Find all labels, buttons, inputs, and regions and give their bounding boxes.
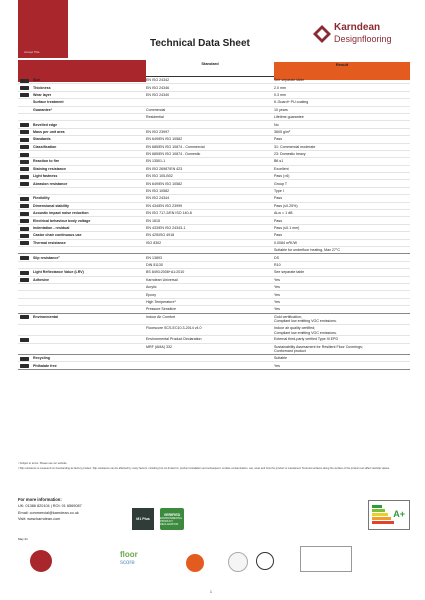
m1-badge: M1 Plus: [132, 508, 154, 530]
cert-seal-icon: [186, 554, 204, 572]
standard-cell: Indoor Air Comfort: [146, 314, 176, 319]
table-header: [18, 60, 410, 77]
property-icon: [18, 315, 31, 320]
table-row: [18, 291, 410, 298]
standard-cell: EN 13893: [146, 255, 162, 260]
result-cell: Pass: [274, 218, 282, 223]
result-cell: 31: Commercial moderate: [274, 144, 316, 149]
result-cell: See separate table: [274, 78, 305, 83]
energy-rating: A+: [393, 509, 405, 519]
standard-cell: EN ISO 105-B02: [146, 174, 173, 179]
property-label: Classification: [33, 144, 57, 149]
sgs-seal-icon: [228, 552, 248, 572]
property-icon: [18, 263, 31, 268]
property-icon: [18, 233, 31, 238]
property-icon: [18, 152, 31, 157]
property-icon: [18, 307, 31, 312]
property-label: Surface treatment: [33, 100, 64, 105]
table-row: [18, 210, 410, 217]
property-icon: [18, 159, 31, 164]
result-cell: Yes: [274, 292, 280, 297]
property-icon: [18, 219, 31, 224]
property-label: Mass per unit area: [33, 129, 65, 134]
footnote-2: ² Slip resistance is measured on freestanding as factory product. Slip resistance can be affected by many factors, including but not limited to: product installation and subsequent, surface contamination, use, wear and how the product is maintained. Textured surfaces along the surface of the product can affect test/slip values.: [18, 467, 390, 471]
result-cell: K-Guard+ PU coating: [274, 100, 309, 105]
brand-side-text: Accept Title: [24, 50, 40, 54]
standard-cell: EN 685/EN ISO 10874 - Commercial: [146, 144, 205, 149]
brand-bar: [18, 0, 68, 58]
spec-table: [18, 60, 410, 370]
property-icon: [18, 189, 31, 194]
karndean-logo: [312, 20, 412, 50]
epd-badge: [160, 508, 184, 530]
standard-cell: ISO 8302: [146, 240, 162, 245]
standard-cell: Karndean Universal: [146, 277, 178, 282]
result-cell: Pass: [274, 137, 282, 142]
result-cell: R10: [274, 262, 281, 267]
table-row: [18, 247, 410, 254]
table-body: [18, 77, 410, 370]
property-icon: [18, 364, 31, 369]
property-icon: [18, 78, 31, 83]
table-row: [18, 284, 410, 291]
standard-cell: Environmental Product Declaration: [146, 337, 202, 342]
standard-cell: EN ISO 24346: [146, 85, 170, 90]
property-label: Abrasion resistance: [33, 181, 68, 186]
page-number: 1: [210, 590, 212, 594]
standard-cell: BS 8493:2008+A1:2010: [146, 270, 185, 275]
result-cell: Pass: [274, 233, 282, 238]
table-row: [18, 92, 410, 99]
result-cell: Suitable for underfloor heating, Max 27°C: [274, 248, 340, 253]
property-label: Phthalate free: [33, 363, 57, 368]
table-row: [18, 232, 410, 239]
standard-cell: EN 434/EN ISO 23999: [146, 203, 183, 208]
property-label: Wear layer: [33, 92, 52, 97]
result-cell: Group T: [274, 181, 288, 186]
table-row: [18, 180, 410, 187]
result-cell: 3605 g/m²: [274, 129, 291, 134]
property-label: Size: [33, 78, 41, 83]
property-label: Dimensional stability: [33, 203, 69, 208]
logo-line1: Karndean: [334, 22, 381, 33]
result-cell: Gold certification; Compliant low emitting VOC emissions.: [274, 314, 337, 324]
standard-cell: DIN 51130: [146, 262, 163, 267]
property-icon: [18, 137, 31, 142]
table-row: [18, 225, 410, 232]
table-row: [18, 84, 410, 91]
standard-cell: EN 425/ISO 4918: [146, 233, 175, 238]
property-label: Recycling: [33, 356, 50, 361]
result-cell: Type I: [274, 189, 284, 194]
table-row: [18, 151, 410, 158]
table-row: [18, 240, 410, 247]
property-label: Light fastness: [33, 174, 58, 179]
epd-title: VERIFIED: [163, 512, 181, 517]
result-cell: See separate table: [274, 270, 305, 275]
standard-cell: EN ISO 24344: [146, 196, 170, 201]
floorscore-logo-sub: score: [120, 560, 135, 566]
property-icon: [18, 248, 31, 253]
footnotes: [18, 462, 408, 471]
ce-mark-icon: [256, 552, 274, 570]
contact-email[interactable]: Email: commercial@karndean.co.uk: [18, 510, 79, 515]
table-row: [18, 136, 410, 143]
standard-cell: EN 649/EN ISO 10582: [146, 137, 183, 142]
table-row: [18, 173, 410, 180]
standard-cell: Floorscore SCS-EC10.3-2014 v4.0: [146, 326, 202, 331]
property-icon: [18, 100, 31, 105]
result-cell: 0.0084 m²K/W: [274, 240, 297, 245]
contact-web[interactable]: Visit: www.karndean.com: [18, 517, 61, 522]
standard-cell: Pressure Sensitive: [146, 307, 176, 312]
result-cell: Pass (≤0.1 mm): [274, 226, 300, 230]
standard-cell: EN 649/EN ISO 10582: [146, 181, 183, 186]
table-row: [18, 269, 410, 276]
property-icon: [18, 300, 31, 305]
standard-cell: EN 433/EN ISO 24343-1: [146, 226, 186, 230]
result-cell: Excellent: [274, 166, 289, 171]
standard-cell: EN 685/EN ISO 10874 - Domestic: [146, 152, 201, 157]
property-label: Standards: [33, 137, 51, 142]
table-row: [18, 129, 410, 136]
table-row: [18, 355, 410, 362]
footnote-1: ¹ Subject to terms. Please see our website.: [18, 462, 68, 465]
result-cell: Yes: [274, 299, 280, 304]
property-label: Flexibility: [33, 196, 50, 201]
karndean-logo-icon: [312, 24, 332, 44]
property-icon: [18, 174, 31, 179]
property-icon: [18, 345, 31, 350]
result-cell: 0.3 mm: [274, 92, 286, 97]
result-cell: 10 years: [274, 107, 288, 112]
standard-cell: EN ISO 26987/EN 423: [146, 166, 183, 171]
property-icon: [18, 241, 31, 246]
table-row: [18, 107, 410, 114]
property-icon: [18, 326, 31, 331]
result-cell: Yes: [274, 363, 280, 368]
result-cell: Pass (≤0.25%): [274, 203, 298, 208]
table-row: [18, 114, 410, 121]
table-row: [18, 362, 410, 369]
property-icon: [18, 226, 31, 231]
table-row: [18, 195, 410, 202]
result-cell: Sustainability Assessment for Resilient Floor Coverings; Conformant product: [274, 344, 363, 354]
result-cell: Yes: [274, 307, 280, 312]
table-row: [18, 203, 410, 210]
standard-cell: Epoxy: [146, 292, 156, 297]
standard-cell: EN ISO 24340: [146, 92, 170, 97]
contact-heading: For more information:: [18, 497, 62, 502]
property-icon: [18, 356, 31, 361]
contact-block: [18, 497, 82, 523]
property-icon: [18, 115, 31, 120]
property-label: Electrical behaviour body voltage: [33, 218, 91, 223]
standard-cell: High Temperature¹: [146, 299, 176, 304]
standard-cell: EN ISO 10582: [146, 189, 170, 194]
table-row: [18, 277, 410, 284]
standard-cell: EN 13501-1: [146, 159, 166, 164]
result-cell: Suitable: [274, 356, 287, 361]
property-label: Guarantee¹: [33, 107, 52, 112]
property-icon: [18, 130, 31, 135]
result-cell: 2.0 mm: [274, 85, 286, 90]
property-label: Castor chair continuous use: [33, 233, 82, 238]
header-standard: Standard: [201, 60, 219, 66]
page-title: Technical Data Sheet: [150, 38, 250, 49]
standard-cell: EN ISO 23997: [146, 129, 170, 134]
property-label: Bevelled edge: [33, 122, 58, 127]
property-icon: [18, 182, 31, 187]
result-cell: 23: Domestic heavy: [274, 152, 306, 157]
standard-cell: EN ISO 24342: [146, 78, 170, 83]
contact-phone: UK: 01386 820104 | ROI: 01 6569087: [18, 504, 82, 509]
property-icon: [18, 293, 31, 298]
standard-cell: Commercial: [146, 107, 166, 112]
table-row: [18, 262, 410, 269]
result-cell: ΔLw = 1 dB: [274, 211, 293, 216]
standard-cell: MRF (AMA) 332: [146, 344, 172, 349]
result-cell: Pass (>6): [274, 174, 290, 179]
property-icon: [18, 337, 31, 342]
standard-cell: Residential: [146, 115, 164, 120]
property-label: Thickness: [33, 85, 51, 90]
property-label: Light Reflectance Value (LRV): [33, 270, 84, 275]
table-row: [18, 77, 410, 84]
property-label: Adhesive: [33, 277, 49, 282]
standard-cell: Acrylic: [146, 285, 157, 290]
property-icon: [18, 123, 31, 128]
cert-logo-icon: [30, 550, 52, 572]
table-row: [18, 325, 410, 336]
property-label: Environmental: [33, 314, 58, 319]
result-cell: Pass: [274, 196, 282, 201]
property-label: Thermal resistance: [33, 240, 66, 245]
property-icon: [18, 86, 31, 91]
result-cell: DS: [274, 255, 279, 260]
property-icon: [18, 108, 31, 113]
property-icon: [18, 256, 31, 261]
result-cell: Lifetime guarantee: [274, 115, 304, 120]
logo-line2: Designflooring: [334, 34, 392, 44]
standard-cell: EN ISO 717-2/EN ISO 140-8: [146, 211, 192, 216]
result-cell: Indoor air quality certified; Compliant low emitting VOC emissions.: [274, 326, 337, 335]
property-icon: [18, 196, 31, 201]
certification-box: [300, 546, 352, 572]
property-icon: [18, 93, 31, 98]
property-icon: [18, 278, 31, 283]
property-icon: [18, 145, 31, 150]
energy-label: [368, 500, 410, 530]
floorscore-logo: floor: [120, 550, 138, 559]
property-label: Acoustic impact noise reduction: [33, 211, 89, 216]
property-icon: [18, 204, 31, 209]
table-row: [18, 217, 410, 224]
result-cell: Yes: [274, 285, 280, 290]
standard-cell: EN 1815: [146, 218, 160, 223]
table-row: [18, 188, 410, 195]
revision-date: May 21: [18, 537, 28, 541]
property-label: Reaction to fire: [33, 159, 60, 164]
property-label: Indentation - residual: [33, 226, 70, 230]
property-label: Staining resistance: [33, 166, 66, 171]
table-row: [18, 99, 410, 106]
property-icon: [18, 270, 31, 275]
property-icon: [18, 211, 31, 216]
table-row: [18, 299, 410, 306]
result-cell: External third-party verified Type III EPD: [274, 337, 339, 342]
result-cell: Bfl-s1: [274, 159, 284, 164]
property-label: Slip resistance²: [33, 255, 60, 260]
header-result: Result: [274, 62, 410, 80]
table-row: [18, 158, 410, 165]
table-row: [18, 336, 410, 343]
table-row: [18, 166, 410, 173]
property-icon: [18, 285, 31, 290]
table-row: [18, 306, 410, 313]
table-row: [18, 121, 410, 128]
table-row: [18, 254, 410, 261]
table-row: [18, 144, 410, 151]
result-cell: Yes: [274, 277, 280, 282]
table-row: [18, 314, 410, 325]
epd-sub: ENVIRONMENTAL PRODUCT DECLARATION: [160, 516, 183, 526]
result-cell: No: [274, 122, 279, 127]
table-row: [18, 344, 410, 355]
property-icon: [18, 167, 31, 172]
